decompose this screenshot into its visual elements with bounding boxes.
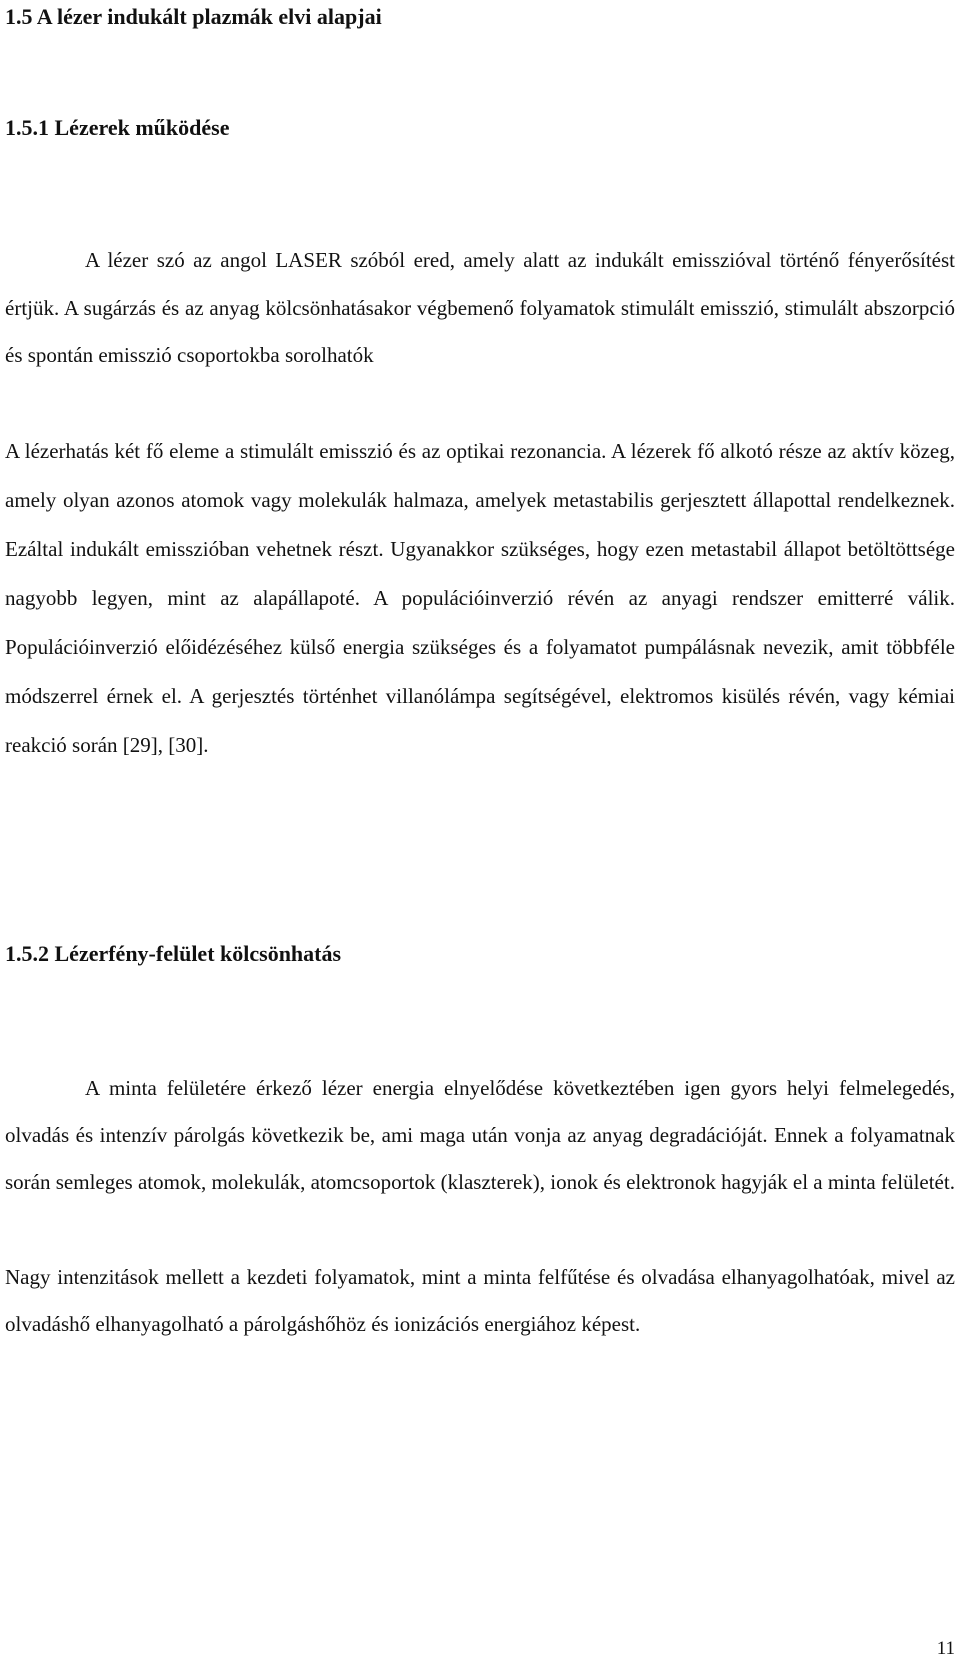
section-title: 1.5 A lézer indukált plazmák elvi alapjai (5, 4, 382, 29)
paragraph-energy-absorption: A minta felületére érkező lézer energia elnyelődése következtében igen gyors helyi felmelegedés, olvadás és intenzív párolgás következik be, ami maga után vonja az anyag degradációját. Ennek a folyamatnak során semleges atomok, molekulák, atomcsoportok (klaszterek), ionok és elektronok hagyják el a minta felületét. (5, 1076, 955, 1194)
paragraph-laser-effect: A lézerhatás két fő eleme a stimulált emisszió és az optikai rezonancia. A lézerek fő alkotó része az aktív közeg, amely olyan azonos atomok vagy molekulák halmaza, amelyek metastabilis gerjesztett állapottal rendelkeznek. Ezáltal indukált emisszióban vehetnek részt. Ugyanakkor szükséges, hogy ezen metastabil állapot betöltöttsége nagyobb legyen, mint az alapállapoté. A populációinverzió révén az anyagi rendszer emitterré válik. Populációinverzió előidézéséhez külső energia szükséges és a folyamatot pumpálásnak nevezik, amit többféle módszerrel érnek el. A gerjesztés történhet villanólámpa segítségével, elektromos kisülés révén, vagy kémiai reakció során [29], [30]. (5, 439, 955, 757)
page-number: 11 (936, 1638, 955, 1659)
subsection-title-surface-interaction: 1.5.2 Lézerfény-felület kölcsönhatás (5, 941, 342, 966)
paragraph-high-intensity: Nagy intenzitások mellett a kezdeti folyamatok, mint a minta felfűtése és olvadása elhanyagolhatóak, mivel az olvadáshő elhanyagolható a párolgáshőhöz és ionizációs energiához képest. (5, 1265, 955, 1336)
subsection-title-lasers: 1.5.1 Lézerek működése (5, 115, 230, 140)
paragraph-laser-definition: A lézer szó az angol LASER szóból ered, amely alatt az indukált emisszióval történő fényerősítést értjük. A sugárzás és az anyag kölcsönhatásakor végbemenő folyamatok stimulált emisszió, stimulált abszorpció és spontán emisszió csoportokba sorolhatók (5, 248, 955, 367)
